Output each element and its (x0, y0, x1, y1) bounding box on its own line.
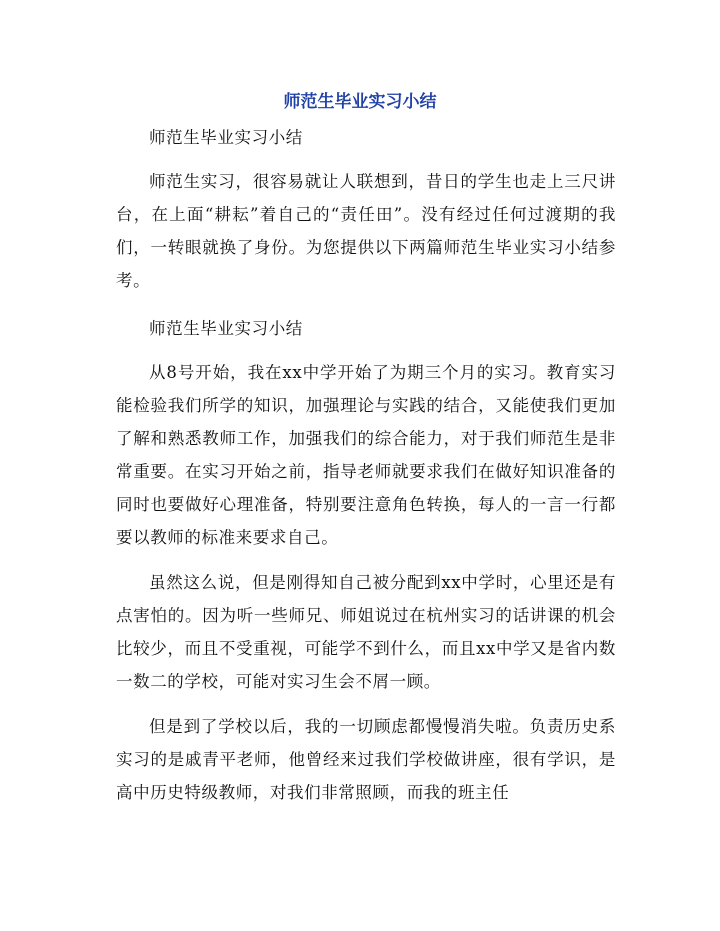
paragraph: 虽然这么说，但是刚得知自己被分配到xx中学时，心里还是有点害怕的。因为听一些师兄、师姐说过在杭州实习的话讲课的机会比较少，而且不受重视，可能学不到什么，而且xx中学又是省内数一数二的学校，可能对实习生会不屑一顾。 (116, 573, 616, 691)
paragraph: 但是到了学校以后，我的一切顾虑都慢慢消失啦。负责历史系实习的是戚青平老师，他曾经来过我们学校做讲座，很有学识，是高中历史特级教师，对我们非常照顾，而我的班主任 (116, 717, 616, 802)
document-title: 师范生毕业实习小结 (283, 92, 437, 112)
section-heading: 师范生毕业实习小结 (149, 128, 303, 147)
document-body (116, 118, 616, 821)
paragraph: 从8号开始，我在xx中学开始了为期三个月的实习。教育实习能检验我们所学的知识，加强理论与实践的结合，又能使我们更加了解和熟悉教师工作，加强我们的综合能力，对于我们师范生是非常重要。在实习开始之前，指导老师就要求我们在做好知识准备的同时也要做好心理准备，特别要注意角色转换，每人的一言一行都要以教师的标准来要求自己。 (116, 363, 616, 547)
paragraph: 师范生实习，很容易就让人联想到，昔日的学生也走上三尺讲台，在上面“耕耘”着自己的“责任田”。没有经过任何过渡期的我们，一转眼就换了身份。为您提供以下两篇师范生毕业实习小结参考。 (116, 172, 616, 290)
section-heading: 师范生毕业实习小结 (149, 319, 303, 338)
